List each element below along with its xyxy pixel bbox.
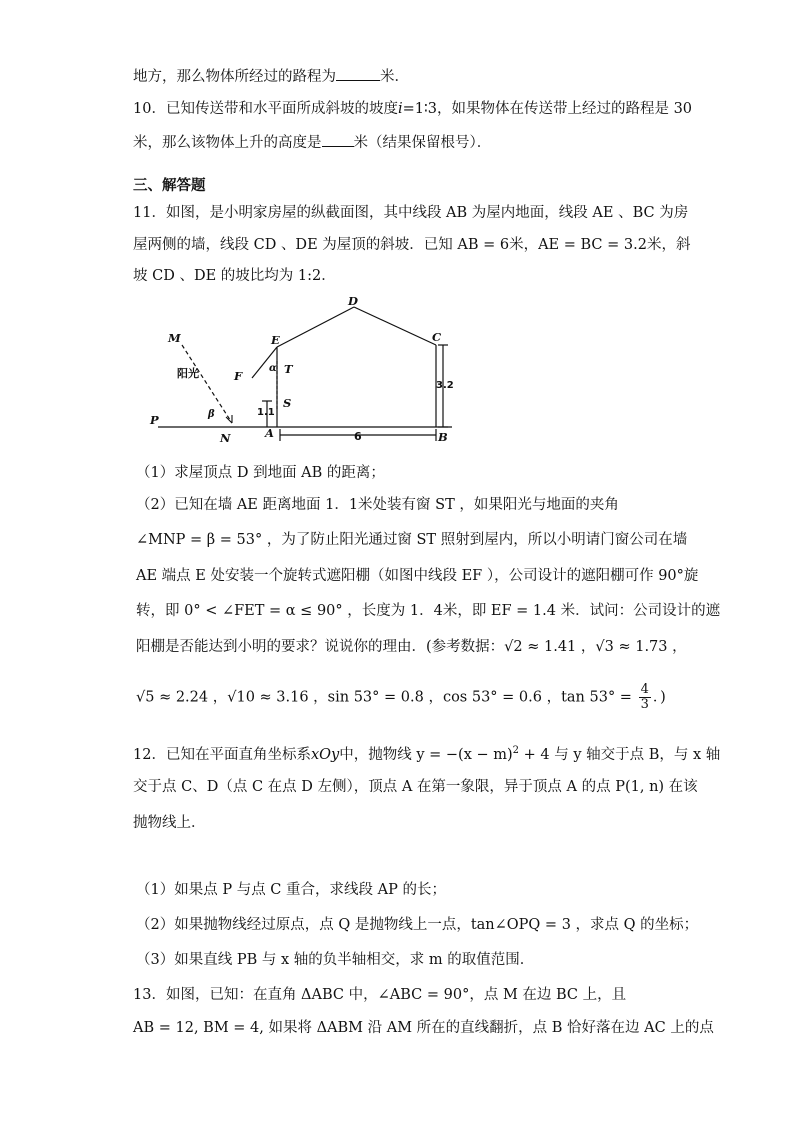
q12-part-1: （1）如果点 P 与点 C 重合，求线段 AP 的长； (136, 882, 446, 898)
label-p: P (150, 413, 159, 427)
q11-part-1: （1）求屋顶点 D 到地面 AB 的距离； (136, 465, 385, 481)
q10-ratio-val: =1∶3，如果物体在传送带上经过的路程是 30 (402, 101, 693, 117)
q11-part-2d: 转，即 0° < ∠FET = α ≤ 90° ，长度为 1．4米，即 EF = 1.4 米．试问：公司设计的遮 (136, 603, 721, 619)
q10-line-1 (133, 99, 693, 119)
q13-line-2: AB = 12, BM = 4, 如果将 ΔABM 沿 AM 所在的直线翻折，点 B 恰好落在边 AC 上的点 (133, 1020, 714, 1036)
house-cross-section-figure (140, 295, 460, 450)
label-b: B (438, 430, 448, 444)
label-sunlight: 阳光 (177, 367, 199, 380)
label-e: E (271, 333, 280, 347)
q12-part-3: （3）如果直线 PB 与 x 轴的负半轴相交，求 m 的取值范围． (136, 952, 535, 968)
q10-text-1: 10．已知传送带和水平面所成斜坡的坡度 (133, 101, 398, 117)
q9-answer-blank (336, 66, 380, 81)
label-6: 6 (354, 430, 362, 443)
label-t: T (284, 362, 293, 376)
label-c: C (432, 330, 442, 344)
q11-part-2a: （2）已知在墙 AE 距离地面 1．1米处装有窗 ST ，如果阳光与地面的夹角 (136, 497, 619, 513)
roof-ed (277, 307, 354, 347)
q10-text-2b: 米（结果保留根号）． (353, 135, 492, 151)
label-s: S (283, 396, 292, 410)
q11-part-2e (136, 637, 687, 657)
label-a: A (265, 426, 274, 440)
sun-ray (182, 345, 232, 423)
q12-exponent: 2 (512, 745, 520, 756)
q12-text-1c: 中，抛物线 y = −(x − m) (339, 746, 513, 763)
label-alpha: α (269, 363, 277, 374)
label-f: F (234, 369, 243, 383)
q9-tail-line (133, 66, 673, 87)
q11-line-2: 屋两侧的墙，线段 CD 、DE 为屋顶的斜坡．已知 AB = 6米，AE = BC = 3.2米，斜 (133, 237, 691, 253)
q12-line-2: 交于点 C、D（点 C 在点 D 左侧），顶点 A 在第一象限，异于顶点 A 的点 P(1, n) 在该 (133, 779, 698, 795)
q11-line-3: 坡 CD 、DE 的坡比均为 1:2． (133, 268, 336, 284)
q12-coord-system: xOy (310, 746, 340, 763)
section-title: 三、解答题 (133, 177, 206, 194)
q10-ratio-var: i (397, 101, 403, 117)
q12-line-1 (133, 741, 721, 765)
q12-line-3: 抛物线上． (133, 815, 206, 831)
label-n: N (220, 431, 231, 445)
fraction-numerator: 4 (640, 682, 649, 697)
q10-line-2 (133, 132, 673, 153)
q11-part-2c: AE 端点 E 处安装一个旋转式遮阳棚（如图中线段 EF ），公司设计的遮阳棚可作 90°旋 (136, 568, 699, 584)
label-11: 1.1 (257, 407, 275, 418)
q11-ref-end: ．) (652, 689, 666, 706)
q11-ref-2: √5 ≈ 2.24 ，√10 ≈ 3.16 ，sin 53° = 0.8 ，cos 53° = 0.6 ，tan 53° = (136, 689, 632, 706)
fraction-denominator: 3 (640, 697, 649, 712)
roof-dc (354, 307, 436, 345)
q11-part-2b: ∠MNP = β = 53° ，为了防止阳光通过窗 ST 照射到屋内，所以小明请门窗公司在墙 (136, 532, 688, 548)
q12-part-2: （2）如果抛物线经过原点，点 Q 是抛物线上一点，tan∠OPQ = 3 ，求点 Q 的坐标； (136, 917, 699, 933)
q13-line-1: 13．如图，已知：在直角 ΔABC 中，∠ABC = 90°，点 M 在边 BC 上，且 (133, 987, 627, 1003)
q11-line-1: 11．如图，是小明家房屋的纵截面图，其中线段 AB 为屋内地面，线段 AE 、BC 为房 (133, 205, 689, 221)
label-d: D (348, 295, 358, 308)
fraction-4-3 (639, 683, 651, 712)
q9-tail-text: 地方，那么物体所经过的路程为 (133, 69, 336, 85)
q10-answer-blank (322, 132, 354, 147)
q10-text-2a: 米，那么该物体上升的高度是 (133, 135, 322, 151)
label-m: M (168, 331, 181, 345)
q11-ref-1: √2 ≈ 1.41 ，√3 ≈ 1.73 ， (504, 639, 687, 655)
label-beta: β (208, 409, 215, 420)
q11-ref-intro: 阳棚是否能达到小明的要求？说说你的理由．(参考数据： (136, 639, 505, 655)
q11-ref-line-2 (136, 683, 676, 712)
q12-text-1a: 12．已知在平面直角坐标系 (133, 746, 311, 763)
label-32: 3.2 (436, 380, 454, 391)
q12-text-1d: + 4 与 y 轴交于点 B，与 x 轴 (519, 746, 721, 763)
q9-unit: 米． (380, 69, 409, 85)
